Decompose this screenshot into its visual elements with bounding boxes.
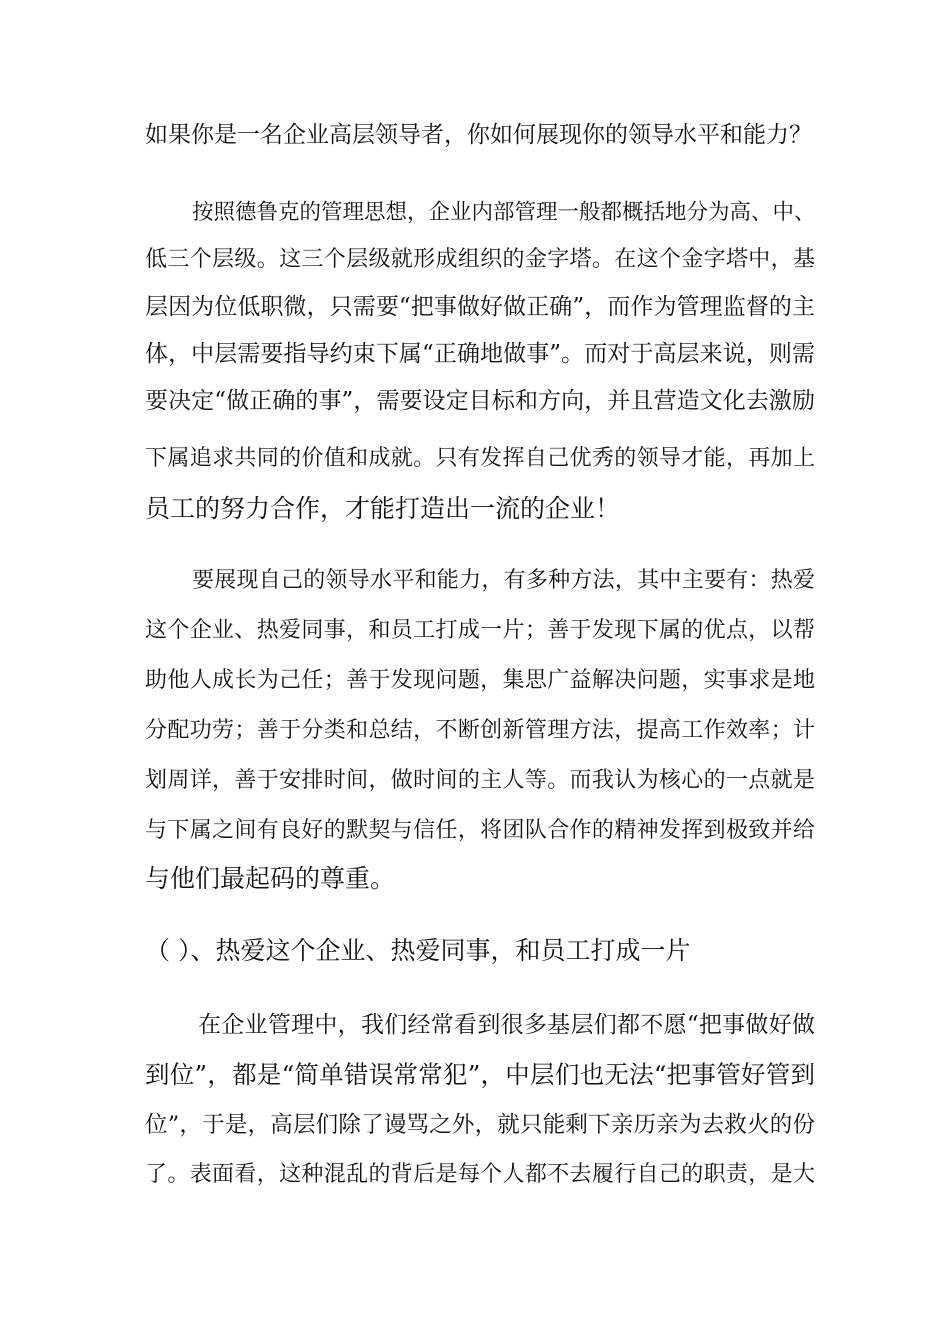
paragraph-3-line-1: 在企业管理中，我们经常看到很多基层们都不愿“把事做好做: [198, 1012, 815, 1038]
paragraph-3-line-2: 到位”，都是“简单错误常常犯”，中层们也无法“把事管好管到: [145, 1060, 815, 1089]
paragraph-2-line-4: 分配功劳；善于分类和总结，不断创新管理方法，提高工作效率；计: [145, 718, 815, 743]
paragraph-3-line-4: 了。表面看，这种混乱的背后是每个人都不去履行自己的职责，是大: [145, 1162, 815, 1187]
paragraph-1-line-7: 员工的努力合作，才能打造出一流的企业！: [145, 494, 621, 523]
paragraph-2-line-5: 划周详，善于安排时间，做时间的主人等。而我认为核心的一点就是: [145, 768, 815, 793]
paragraph-1-line-2: 低三个层级。这三个层级就形成组织的金字塔。在这个金字塔中，基: [145, 247, 815, 272]
paragraph-1-line-6: 下属追求共同的价值和成就。只有发挥自己优秀的领导才能，再加上: [145, 446, 815, 471]
paragraph-2-line-2: 这个企业、热爱同事，和员工打成一片；善于发现下属的优点，以帮: [145, 618, 815, 643]
paragraph-1-line-4: 体，中层需要指导约束下属“正确地做事”。而对于高层来说，则需: [145, 341, 815, 367]
paragraph-3-line-3: 位”，于是，高层们除了谩骂之外，就只能剩下亲历亲为去救火的份: [145, 1112, 815, 1138]
paragraph-1-line-1: 按照德鲁克的管理思想，企业内部管理一般都概括地分为高、中、: [192, 200, 816, 225]
paragraph-2-line-6: 与下属之间有良好的默契与信任，将团队合作的精神发挥到极致并给: [145, 818, 815, 843]
paragraph-2-line-1: 要展现自己的领导水平和能力，有多种方法，其中主要有：热爱: [192, 568, 815, 593]
paragraph-1-line-5: 要决定“做正确的事”，需要设定目标和方向，并且营造文化去激励: [145, 388, 815, 414]
section-heading: （ ）、热爱这个企业、热爱同事，和员工打成一片: [145, 936, 691, 965]
document-title: 如果你是一名企业高层领导者，你如何展现你的领导水平和能力？: [145, 122, 812, 148]
paragraph-2-line-7: 与他们最起码的尊重。: [145, 864, 396, 893]
paragraph-2-line-3: 助他人成长为己任；善于发现问题，集思广益解决问题，实事求是地: [145, 668, 815, 693]
paragraph-1-line-3: 层因为位低职微，只需要“把事做好做正确”，而作为管理监督的主: [145, 294, 815, 320]
